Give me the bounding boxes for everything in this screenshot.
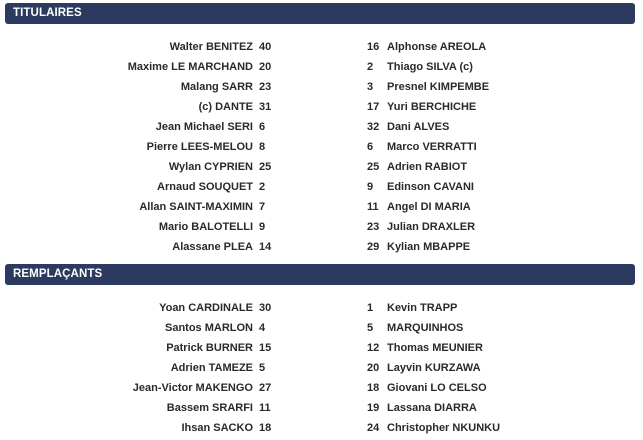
- player-row: [0, 298, 643, 318]
- player-row: [0, 157, 643, 177]
- away-player-name: Angel DI MARIA: [387, 201, 471, 213]
- away-player-number: 20: [367, 362, 380, 374]
- home-player-name: Bassem SRARFI: [166, 402, 253, 414]
- away-player-number: 18: [367, 382, 380, 394]
- away-player-number: 1: [367, 302, 374, 314]
- away-player-name: MARQUINHOS: [387, 322, 464, 334]
- home-player-name: Yoan CARDINALE: [159, 302, 253, 314]
- home-player-number: 4: [259, 322, 266, 334]
- home-player-number: 2: [259, 181, 266, 193]
- away-player-number: 9: [367, 181, 374, 193]
- player-row: [0, 97, 643, 117]
- section-header-remplacants: REMPLAÇANTS: [5, 264, 635, 285]
- away-player-name: Thiago SILVA (c): [387, 61, 473, 73]
- home-player-number: 7: [259, 201, 266, 213]
- away-player-name: Alphonse AREOLA: [387, 41, 487, 53]
- away-player-number: 5: [367, 322, 374, 334]
- home-player-number: 25: [259, 161, 272, 173]
- player-row: [0, 197, 643, 217]
- away-player-name: Thomas MEUNIER: [387, 342, 483, 354]
- starting-lineup: [0, 37, 643, 257]
- away-player-name: Adrien RABIOT: [387, 161, 468, 173]
- home-player-number: 11: [259, 402, 271, 414]
- player-row: [0, 378, 643, 398]
- home-player-name: Maxime LE MARCHAND: [127, 61, 253, 73]
- home-player-name: Allan SAINT-MAXIMIN: [139, 201, 253, 213]
- away-player-name: Christopher NKUNKU: [387, 422, 501, 434]
- home-player-number: 8: [259, 141, 266, 153]
- home-player-name: Alassane PLEA: [172, 241, 253, 253]
- away-player-name: Giovani LO CELSO: [387, 382, 487, 394]
- away-player-name: Dani ALVES: [387, 121, 450, 133]
- away-player-number: 19: [367, 402, 380, 414]
- home-player-name: Pierre LEES-MELOU: [146, 141, 253, 153]
- player-row: [0, 418, 643, 438]
- away-player-name: Layvin KURZAWA: [387, 362, 481, 374]
- home-player-name: Mario BALOTELLI: [158, 221, 253, 233]
- home-player-name: Jean Michael SERI: [155, 121, 253, 133]
- home-player-name: Ihsan SACKO: [181, 422, 253, 434]
- away-player-number: 12: [367, 342, 380, 354]
- home-player-name: (c) DANTE: [198, 101, 253, 113]
- player-row: [0, 77, 643, 97]
- home-player-name: Malang SARR: [180, 81, 253, 93]
- away-player-name: Marco VERRATTI: [387, 141, 477, 153]
- home-player-number: 18: [259, 422, 272, 434]
- player-row: [0, 177, 643, 197]
- home-player-number: 40: [259, 41, 272, 53]
- player-row: [0, 237, 643, 257]
- home-player-number: 30: [259, 302, 272, 314]
- away-player-name: Kylian MBAPPE: [387, 241, 471, 253]
- home-player-name: Jean-Victor MAKENGO: [132, 382, 253, 394]
- home-player-number: 23: [259, 81, 272, 93]
- player-row: [0, 57, 643, 77]
- home-player-name: Patrick BURNER: [166, 342, 253, 354]
- away-player-name: Presnel KIMPEMBE: [387, 81, 490, 93]
- away-player-name: Lassana DIARRA: [387, 402, 477, 414]
- player-row: [0, 358, 643, 378]
- home-player-number: 20: [259, 61, 272, 73]
- player-row: [0, 137, 643, 157]
- away-player-number: 24: [367, 422, 380, 434]
- away-player-name: Julian DRAXLER: [387, 221, 476, 233]
- away-player-number: 2: [367, 61, 374, 73]
- away-player-number: 25: [367, 161, 380, 173]
- away-player-name: Yuri BERCHICHE: [387, 101, 477, 113]
- home-player-number: 9: [259, 221, 266, 233]
- away-player-number: 17: [367, 101, 380, 113]
- home-player-number: 5: [259, 362, 266, 374]
- player-row: [0, 398, 643, 418]
- player-row: [0, 37, 643, 57]
- away-player-number: 32: [367, 121, 380, 133]
- home-player-number: 6: [259, 121, 266, 133]
- section-header-titulaires: TITULAIRES: [5, 3, 635, 24]
- away-player-number: 23: [367, 221, 380, 233]
- away-player-number: 16: [367, 41, 380, 53]
- player-row: [0, 217, 643, 237]
- player-row: [0, 117, 643, 137]
- away-player-number: 3: [367, 81, 374, 93]
- player-row: [0, 338, 643, 358]
- away-player-number: 29: [367, 241, 380, 253]
- home-player-number: 15: [259, 342, 272, 354]
- home-player-number: 14: [259, 241, 272, 253]
- away-player-number: 11: [367, 201, 379, 213]
- away-player-number: 6: [367, 141, 374, 153]
- substitutes-list: [0, 298, 643, 438]
- home-player-name: Walter BENITEZ: [169, 41, 253, 53]
- home-player-name: Adrien TAMEZE: [170, 362, 253, 374]
- away-player-name: Edinson CAVANI: [387, 181, 474, 193]
- home-player-name: Santos MARLON: [165, 322, 253, 334]
- home-player-number: 27: [259, 382, 272, 394]
- away-player-name: Kevin TRAPP: [387, 302, 458, 314]
- home-player-number: 31: [259, 101, 272, 113]
- player-row: [0, 318, 643, 338]
- home-player-name: Wylan CYPRIEN: [168, 161, 253, 173]
- home-player-name: Arnaud SOUQUET: [157, 181, 253, 193]
